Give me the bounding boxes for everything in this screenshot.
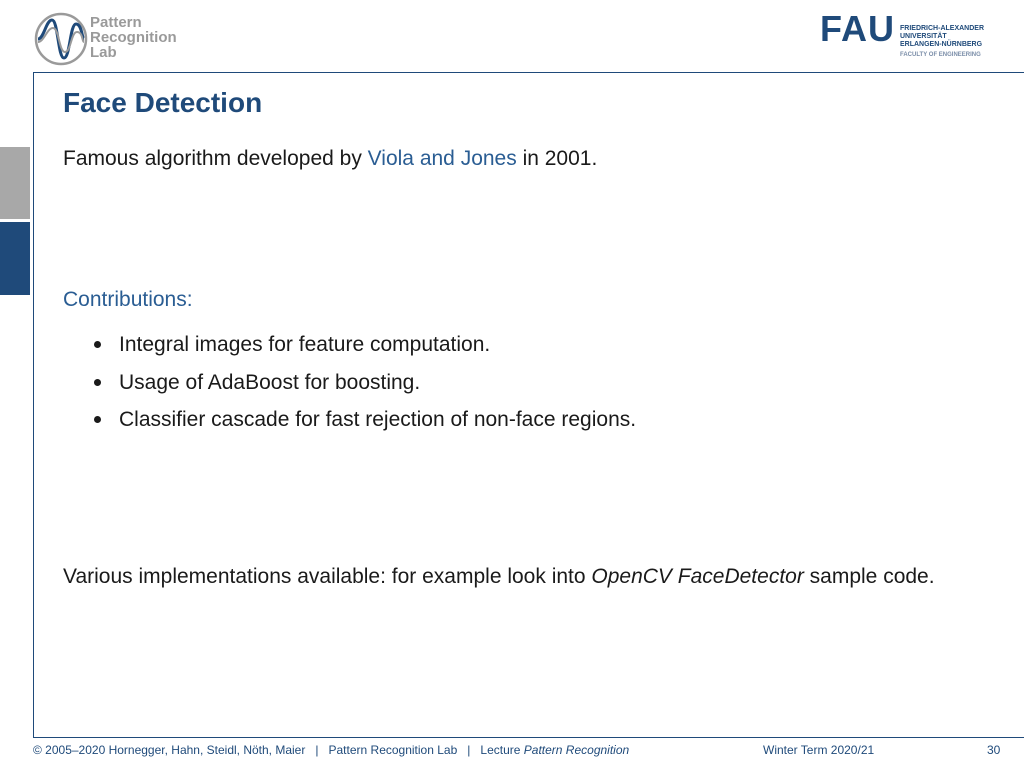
intro-text-end: in 2001.	[516, 147, 598, 170]
lab-logo-line: Lab	[90, 44, 117, 61]
fau-faculty: FACULTY OF ENGINEERING	[900, 52, 981, 58]
footer-separator: |	[315, 743, 319, 757]
footer-credits	[33, 743, 629, 757]
list-item: Usage of AdaBoost for boosting.	[92, 368, 636, 406]
fau-name-line: FRIEDRICH-ALEXANDER	[900, 25, 984, 32]
fau-university-name	[900, 25, 984, 49]
side-section-marker	[0, 147, 30, 219]
intro-paragraph	[63, 144, 597, 173]
pattern-recognition-lab-logo	[34, 12, 194, 68]
author-highlight: Viola and Jones	[367, 147, 517, 170]
fau-mark-text: FAU	[820, 8, 895, 49]
list-item: Classifier cascade for fast rejection of non-face regions.	[92, 405, 636, 443]
footer-term: Winter Term 2020/21	[763, 743, 875, 757]
footer-separator: |	[467, 743, 471, 757]
lab-waveform-icon	[34, 12, 88, 66]
fau-name-line: UNIVERSITÄT	[900, 33, 947, 40]
page-number: 30	[987, 743, 1001, 757]
frame-left-rule	[33, 72, 34, 738]
footer-lecture-name: Pattern Recognition	[523, 743, 630, 757]
footer-lab: Pattern Recognition Lab	[328, 743, 458, 757]
lab-logo-line: Recognition	[90, 29, 177, 46]
fau-logo	[820, 8, 1000, 62]
list-item: Integral images for feature computation.	[92, 330, 636, 368]
implementations-paragraph	[63, 562, 993, 591]
impl-emphasis: OpenCV FaceDetector	[591, 565, 804, 588]
frame-top-rule	[33, 72, 1024, 73]
contributions-list	[92, 330, 636, 443]
intro-text: Famous algorithm developed by	[63, 147, 368, 170]
footer-copyright: © 2005–2020 Hornegger, Hahn, Steidl, Nöth, Maier	[33, 743, 306, 757]
slide-title: Face Detection	[63, 87, 263, 118]
lab-logo-line: Pattern	[90, 14, 142, 31]
side-section-marker-active	[0, 222, 30, 295]
contributions-heading: Contributions:	[63, 288, 193, 311]
footer-lecture-prefix: Lecture	[480, 743, 524, 757]
impl-text: Various implementations available: for example look into	[63, 565, 592, 588]
impl-text-end: sample code.	[803, 565, 935, 588]
frame-bottom-rule	[33, 737, 1024, 738]
fau-name-line: ERLANGEN-NÜRNBERG	[900, 41, 983, 48]
lab-logo-text	[90, 15, 177, 60]
